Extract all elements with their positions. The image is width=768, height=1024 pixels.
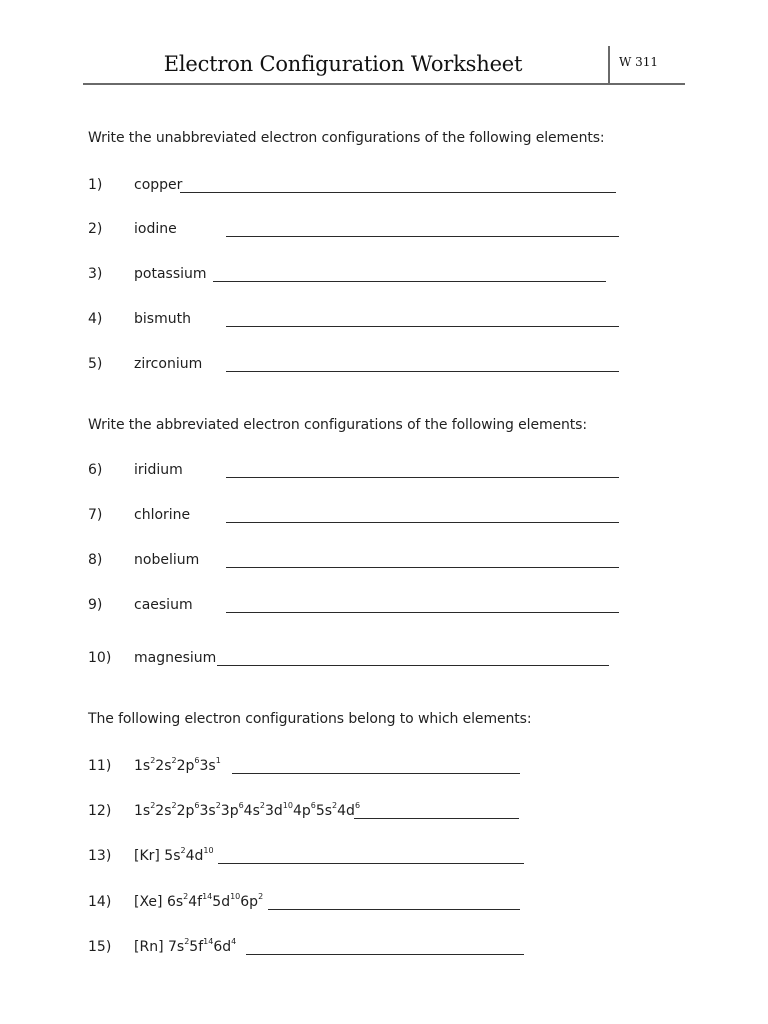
electron-count: 2 [332,801,338,811]
electron-count: 2 [150,756,156,766]
element-name: potassium [134,266,207,282]
element-name: iodine [134,221,177,237]
orbital-term: 3s [199,758,216,774]
answer-line[interactable] [226,371,619,372]
orbital-term: 3s [199,803,216,819]
orbital-term: 2p [176,758,195,774]
electron-count: 6 [354,801,361,811]
electron-count: 2 [183,892,189,902]
question-15 [88,939,648,961]
orbital-term: 5d [212,894,231,910]
answer-line[interactable] [354,818,519,819]
electron-configuration [134,894,263,910]
electron-configuration [134,803,360,819]
orbital-term: 4s [243,803,260,819]
answer-line[interactable] [226,612,619,613]
question-2 [88,221,648,243]
question-8 [88,552,648,574]
electron-count: 6 [194,801,200,811]
orbital-term: 5f [189,939,204,955]
question-number: 7) [88,507,103,523]
orbital-term: [Xe] 6s [134,894,184,910]
question-number: 14) [88,894,112,910]
electron-count: 2 [171,756,177,766]
orbital-term: 1s [134,758,151,774]
element-name: copper [134,177,183,193]
question-number: 6) [88,462,103,478]
electron-count: 2 [180,846,186,856]
question-6 [88,462,648,484]
question-number: 8) [88,552,103,568]
answer-line[interactable] [232,773,520,774]
orbital-term: 3p [220,803,239,819]
question-number: 10) [88,650,112,666]
electron-count: 2 [150,801,156,811]
electron-count: 2 [171,801,177,811]
answer-line[interactable] [226,477,619,478]
element-name: bismuth [134,311,191,327]
orbital-term: 2p [176,803,195,819]
answer-line[interactable] [268,909,520,910]
question-11 [88,758,648,780]
question-12 [88,803,648,825]
element-name: chlorine [134,507,191,523]
question-number: 1) [88,177,103,193]
answer-line[interactable] [226,567,619,568]
question-9 [88,597,648,619]
answer-line[interactable] [246,954,524,955]
electron-count: 14 [203,937,214,947]
electron-count: 2 [184,937,190,947]
answer-line[interactable] [226,236,619,237]
electron-count: 6 [238,801,244,811]
answer-line[interactable] [218,863,524,864]
electron-configuration [134,848,214,864]
question-number: 13) [88,848,112,864]
section-1-instruction: Write the unabbreviated electron configurations of the following elements: [88,130,605,146]
answer-line[interactable] [213,281,606,282]
electron-count: 2 [258,892,264,902]
orbital-term: [Rn] 7s [134,939,185,955]
electron-configuration [134,758,221,774]
electron-count: 6 [310,801,316,811]
answer-line[interactable] [226,326,619,327]
electron-count: 1 [215,756,221,766]
electron-count: 2 [215,801,221,811]
orbital-term: 4f [188,894,203,910]
question-number: 4) [88,311,103,327]
electron-count: 10 [282,801,293,811]
question-number: 12) [88,803,112,819]
electron-count: 6 [194,756,200,766]
orbital-term: 5s [315,803,333,819]
question-number: 15) [88,939,112,955]
element-name: caesium [134,597,193,613]
answer-line[interactable] [226,522,619,523]
orbital-term: 2s [155,758,172,774]
electron-configuration [134,939,236,955]
element-name: magnesium [134,650,217,666]
electron-count: 14 [202,892,213,902]
answer-line[interactable] [180,192,616,193]
orbital-term: 4p [292,803,311,819]
worksheet-code: W 311 [619,55,659,69]
orbital-term: 6d [213,939,232,955]
header-rule [83,83,685,85]
question-13 [88,848,648,870]
question-10 [88,650,648,672]
question-number: 3) [88,266,103,282]
orbital-term: [Kr] 5s [134,848,181,864]
orbital-term: 4d [185,848,204,864]
orbital-term: 3d [264,803,283,819]
section-3-instruction: The following electron configurations belong to which elements: [88,711,532,727]
orbital-term: 2s [155,803,172,819]
section-2-instruction: Write the abbreviated electron configurations of the following elements: [88,417,587,433]
orbital-term: 4d [337,803,355,819]
question-1 [88,177,648,199]
answer-line[interactable] [217,665,609,666]
question-14 [88,894,648,916]
header-divider-vertical [608,46,610,84]
orbital-term: 1s [134,803,151,819]
orbital-term: 6p [240,894,259,910]
question-number: 9) [88,597,103,613]
question-number: 5) [88,356,103,372]
question-3 [88,266,648,288]
element-name: iridium [134,462,183,478]
element-name: nobelium [134,552,200,568]
page-title: Electron Configuration Worksheet [163,52,523,76]
question-number: 11) [88,758,112,774]
electron-count: 4 [231,937,237,947]
question-4 [88,311,648,333]
question-number: 2) [88,221,103,237]
question-7 [88,507,648,529]
element-name: zirconium [134,356,203,372]
electron-count: 10 [230,892,241,902]
electron-count: 2 [259,801,265,811]
question-5 [88,356,648,378]
electron-count: 10 [203,846,214,856]
